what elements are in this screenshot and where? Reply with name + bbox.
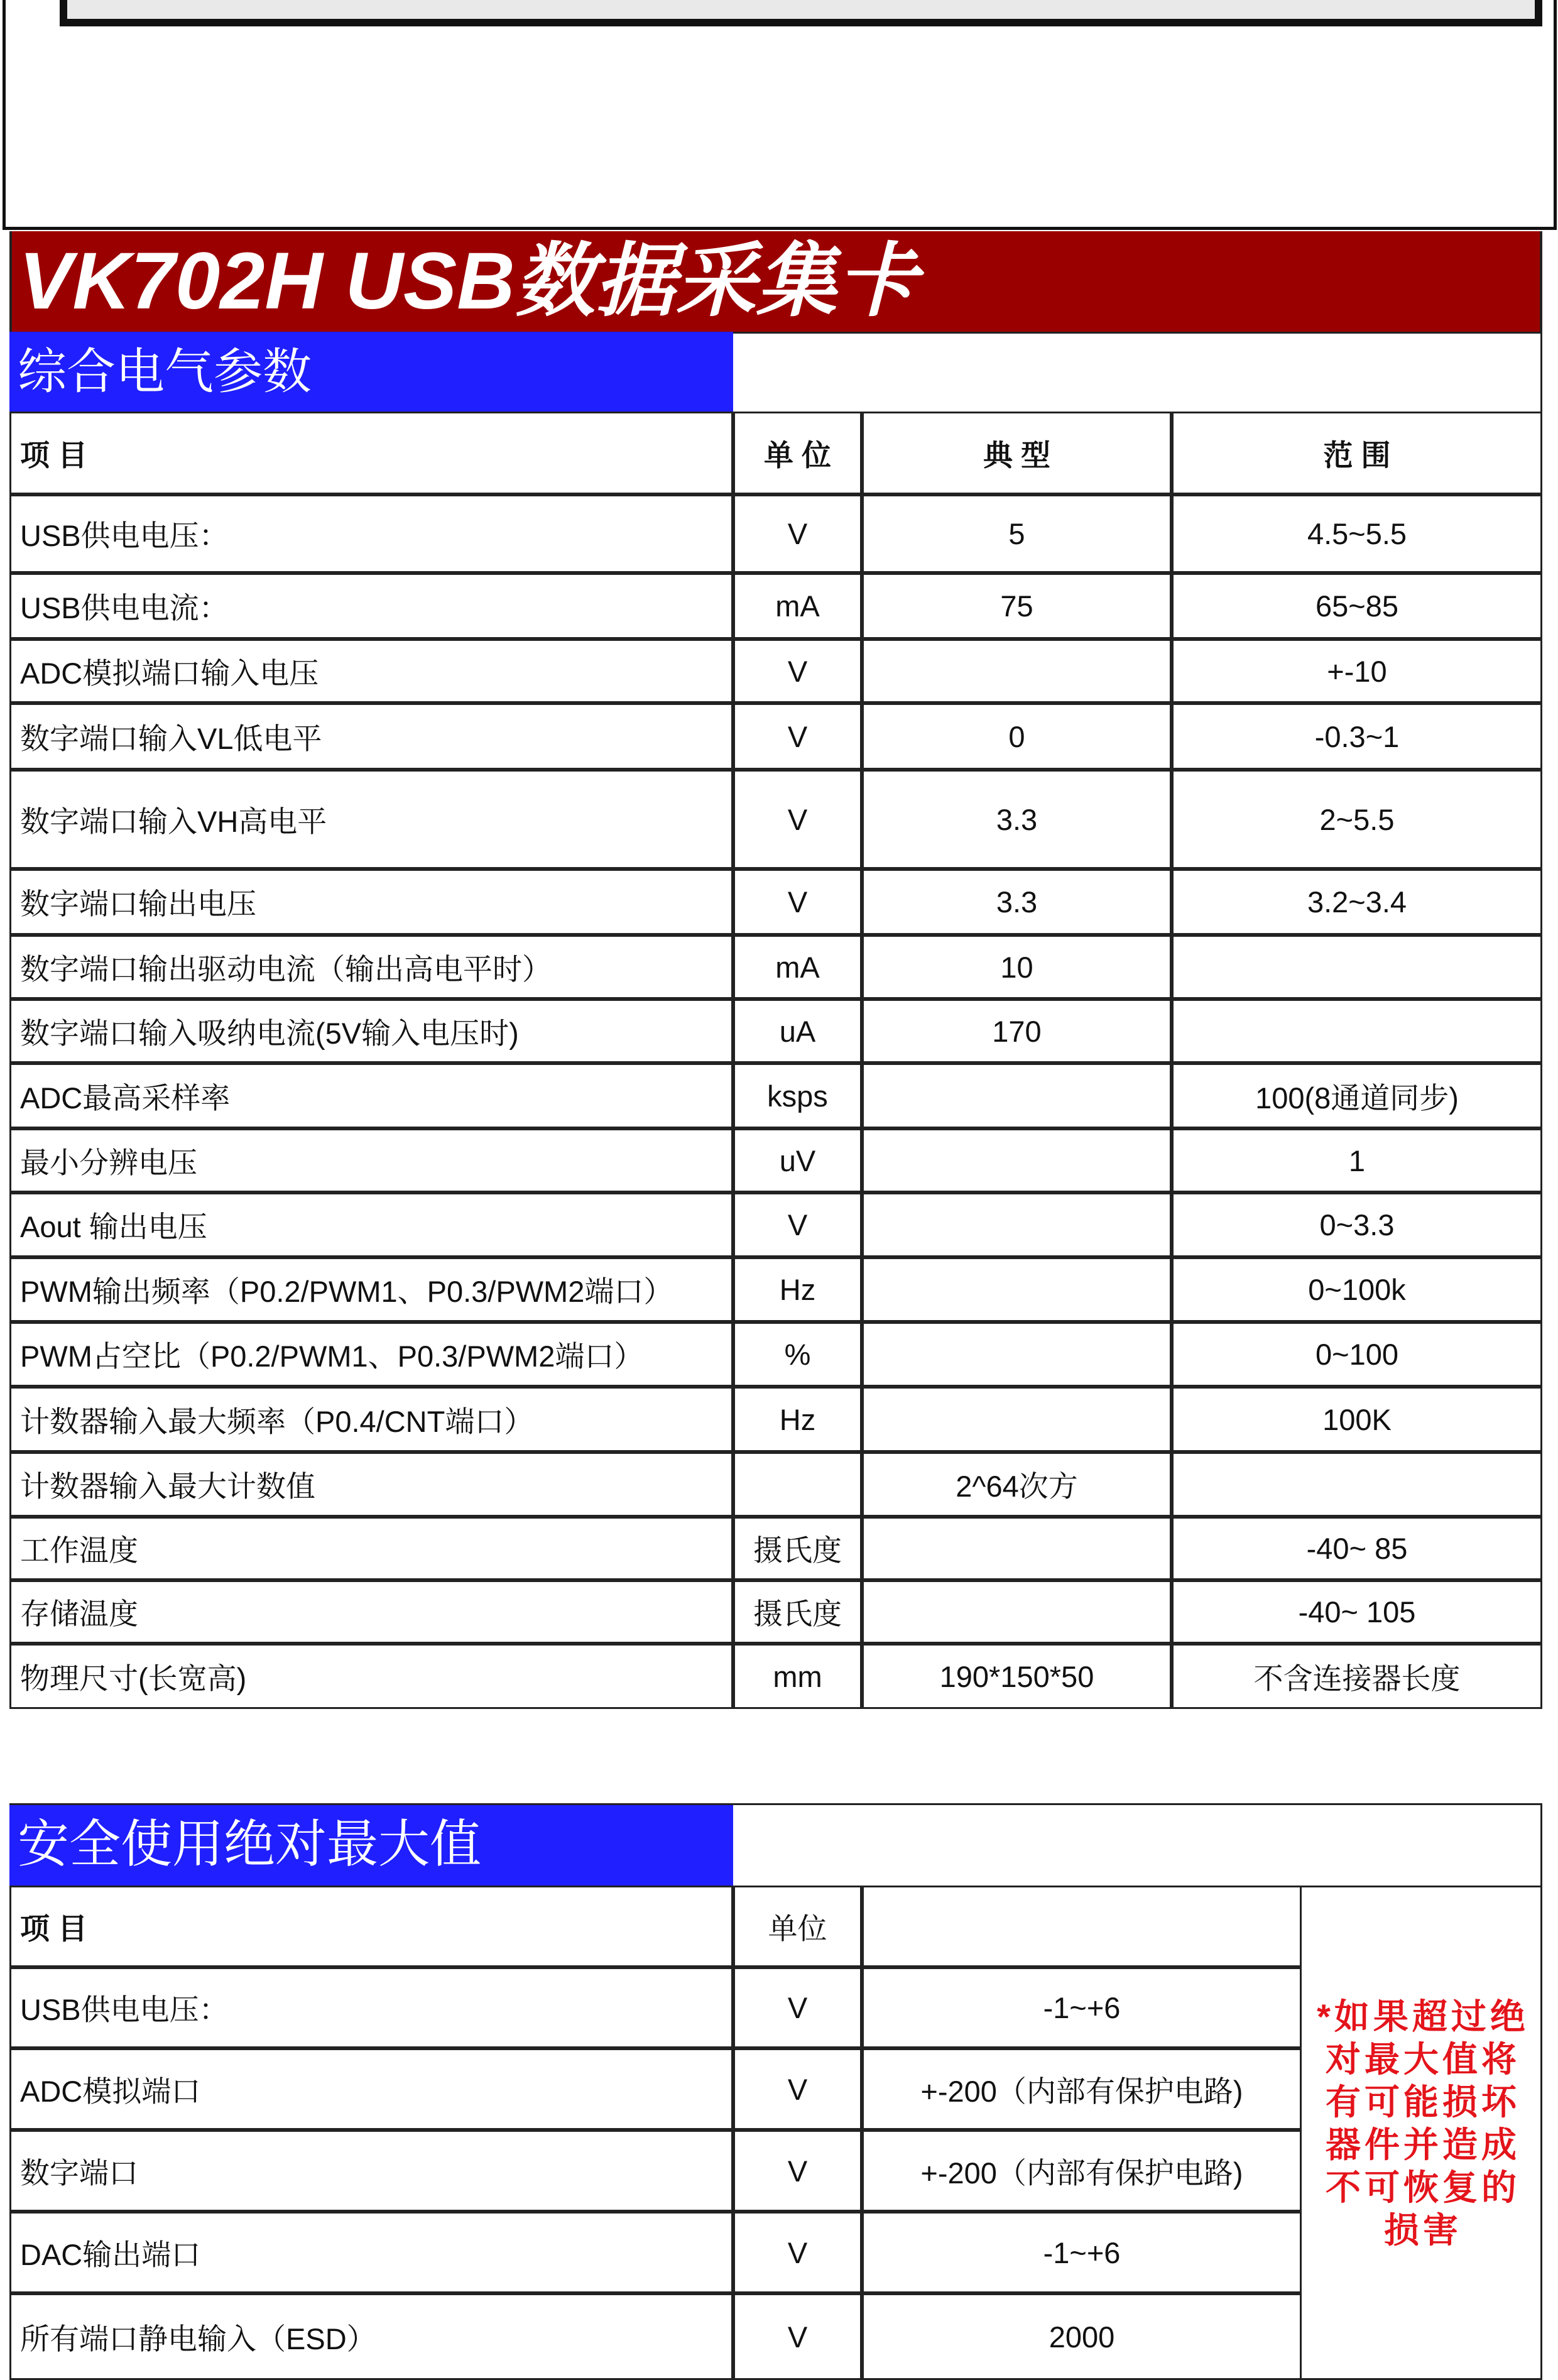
param-name: 最小分辨电压 (9, 1128, 733, 1193)
param-range: 0~100 (1172, 1322, 1542, 1387)
param-name: 数字端口输入VL低电平 (9, 703, 733, 770)
param-range: 不含连接器长度 (1172, 1644, 1542, 1709)
param-unit: V (733, 639, 862, 703)
header-item: 项 目 (9, 412, 733, 494)
param-unit: mm (733, 1644, 862, 1709)
param-range: -40~ 85 (1172, 1517, 1542, 1580)
header-unit: 单 位 (733, 412, 862, 494)
param-name: 数字端口输出驱动电流（输出高电平时） (9, 935, 733, 999)
limit-unit: V (733, 2130, 862, 2212)
param-range: -0.3~1 (1172, 703, 1542, 770)
param-typical (862, 1063, 1172, 1128)
param-typical (862, 1257, 1172, 1322)
header-unit: 单位 (733, 1886, 862, 1967)
limit-value: +-200（内部有保护电路) (862, 2130, 1302, 2212)
param-unit: 摄氏度 (733, 1580, 862, 1644)
warning-note: *如果超过绝对最大值将有可能损坏器件并造成不可恢复的损害 (1317, 1997, 1529, 2250)
param-unit: V (733, 494, 862, 573)
param-typical: 0 (862, 703, 1172, 770)
section2-heading: 安全使用绝对最大值 (18, 1816, 482, 1873)
param-unit: V (733, 869, 862, 935)
param-range (1172, 935, 1542, 999)
param-typical: 10 (862, 935, 1172, 999)
limit-name: DAC输出端口 (9, 2212, 733, 2293)
param-unit: uV (733, 1128, 862, 1193)
param-name: 存储温度 (9, 1580, 733, 1644)
param-typical: 3.3 (862, 869, 1172, 935)
param-typical (862, 639, 1172, 703)
param-name: ADC最高采样率 (9, 1063, 733, 1128)
param-typical: 75 (862, 573, 1172, 639)
param-typical: 190*150*50 (862, 1644, 1172, 1709)
header-value (862, 1886, 1302, 1967)
param-unit: 摄氏度 (733, 1517, 862, 1580)
param-name: 计数器输入最大频率（P0.4/CNT端口） (9, 1387, 733, 1452)
section2-heading-blank (733, 1803, 1542, 1886)
limit-unit: V (733, 1967, 862, 2048)
param-name: 数字端口输出电压 (9, 869, 733, 935)
section1-heading-blank (733, 332, 1542, 412)
param-name: Aout 输出电压 (9, 1193, 733, 1257)
param-range: 100K (1172, 1387, 1542, 1452)
param-name: USB供电电压： (9, 494, 733, 573)
param-name: USB供电电流： (9, 573, 733, 639)
param-range: 2~5.5 (1172, 770, 1542, 869)
param-range: 1 (1172, 1128, 1542, 1193)
top-inner-box (60, 0, 1542, 26)
param-unit: ksps (733, 1063, 862, 1128)
param-typical (862, 1322, 1172, 1387)
param-range: +-10 (1172, 639, 1542, 703)
param-name: ADC模拟端口输入电压 (9, 639, 733, 703)
param-typical (862, 1580, 1172, 1644)
limit-value: -1~+6 (862, 1967, 1302, 2048)
limit-value: 2000 (862, 2293, 1302, 2380)
param-range: 3.2~3.4 (1172, 869, 1542, 935)
limit-unit: V (733, 2293, 862, 2380)
param-name: 物理尺寸(长宽高) (9, 1644, 733, 1709)
param-range: 4.5~5.5 (1172, 494, 1542, 573)
param-range: 65~85 (1172, 573, 1542, 639)
param-unit: mA (733, 573, 862, 639)
limit-name: 所有端口静电输入（ESD） (9, 2293, 733, 2380)
param-unit (733, 1452, 862, 1517)
page-title: VK702H USB数据采集卡 (19, 236, 917, 326)
param-typical: 170 (862, 999, 1172, 1063)
limit-unit: V (733, 2048, 862, 2130)
param-name: PWM输出频率（P0.2/PWM1、P0.3/PWM2端口） (9, 1257, 733, 1322)
param-name: 工作温度 (9, 1517, 733, 1580)
param-typical (862, 1517, 1172, 1580)
limit-name: ADC模拟端口 (9, 2048, 733, 2130)
limit-value: +-200（内部有保护电路) (862, 2048, 1302, 2130)
param-typical (862, 1387, 1172, 1452)
limit-unit: V (733, 2212, 862, 2293)
limit-name: USB供电电压： (9, 1967, 733, 2048)
section1-heading: 综合电气参数 (18, 344, 312, 399)
header-item: 项 目 (9, 1886, 733, 1967)
param-range (1172, 999, 1542, 1063)
param-unit: V (733, 703, 862, 770)
param-name: 计数器输入最大计数值 (9, 1452, 733, 1517)
param-name: 数字端口输入VH高电平 (9, 770, 733, 869)
param-unit: V (733, 1193, 862, 1257)
param-typical (862, 1193, 1172, 1257)
param-range: -40~ 105 (1172, 1580, 1542, 1644)
param-range: 100(8通道同步) (1172, 1063, 1542, 1128)
param-unit: V (733, 770, 862, 869)
limit-value: -1~+6 (862, 2212, 1302, 2293)
param-name: 数字端口输入吸纳电流(5V输入电压时) (9, 999, 733, 1063)
param-name: PWM占空比（P0.2/PWM1、P0.3/PWM2端口） (9, 1322, 733, 1387)
param-range: 0~100k (1172, 1257, 1542, 1322)
header-range: 范 围 (1172, 412, 1542, 494)
param-unit: Hz (733, 1257, 862, 1322)
limit-name: 数字端口 (9, 2130, 733, 2212)
param-typical (862, 1128, 1172, 1193)
param-typical: 5 (862, 494, 1172, 573)
top-frame (3, 0, 1557, 230)
param-unit: % (733, 1322, 862, 1387)
header-typical: 典 型 (862, 412, 1172, 494)
param-unit: uA (733, 999, 862, 1063)
param-range: 0~3.3 (1172, 1193, 1542, 1257)
param-typical: 2^64次方 (862, 1452, 1172, 1517)
param-typical: 3.3 (862, 770, 1172, 869)
param-range (1172, 1452, 1542, 1517)
param-unit: Hz (733, 1387, 862, 1452)
param-unit: mA (733, 935, 862, 999)
